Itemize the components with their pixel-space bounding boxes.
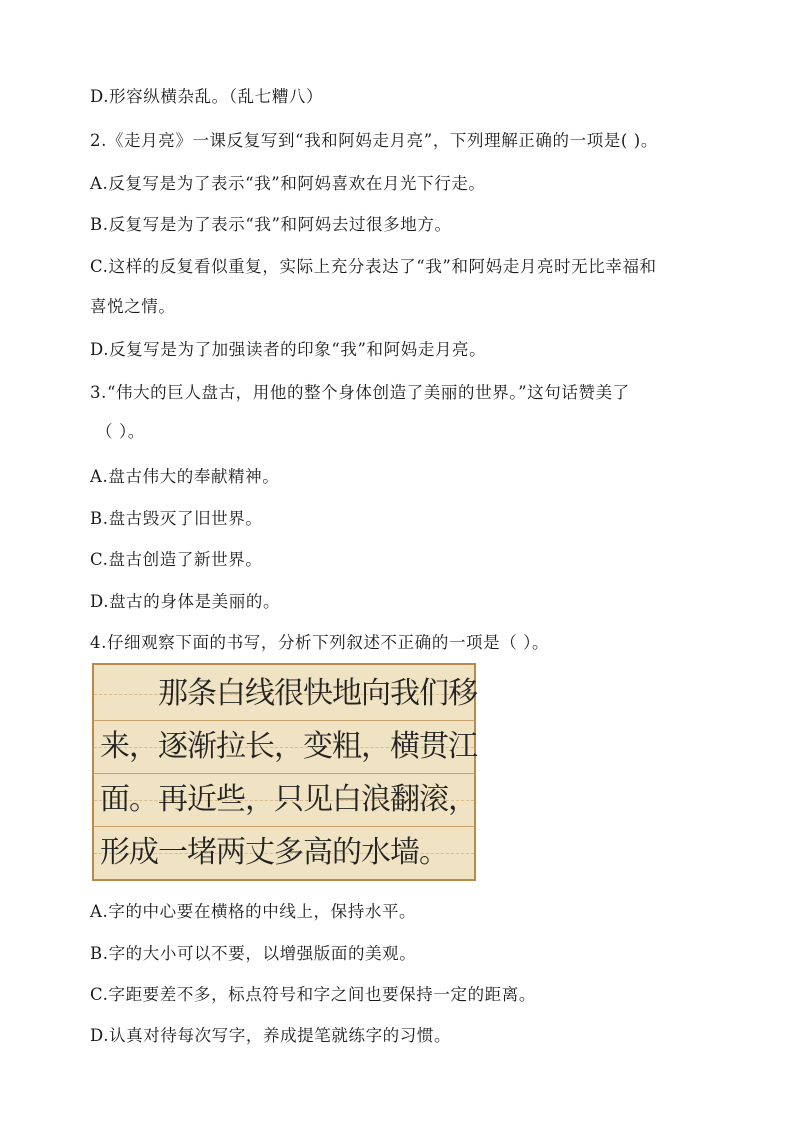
q2-option-c: C.这样的反复看似重复，实际上充分表达了“我”和阿妈走月亮时无比幸福和	[90, 257, 657, 276]
handwriting-row	[94, 721, 477, 774]
question-2-stem: 2.《走月亮》一课反复写到“我和阿妈走月亮”，下列理解正确的一项是( )。	[90, 131, 658, 150]
handwriting-sample-image	[92, 663, 476, 881]
q3-option-d: D.盘古的身体是美丽的。	[90, 592, 281, 611]
q3-option-b: B.盘古毁灭了旧世界。	[90, 509, 263, 528]
q2-option-c-continued: 喜悦之情。	[90, 297, 176, 316]
q4-option-b: B.字的大小可以不要，以增强版面的美观。	[90, 944, 417, 963]
q3-option-c: C.盘古创造了新世界。	[90, 550, 263, 569]
q2-option-b: B.反复写是为了表示“我”和阿妈去过很多地方。	[90, 215, 452, 234]
q4-option-c: C.字距要差不多，标点符号和字之间也要保持一定的距离。	[90, 985, 536, 1004]
question-4-stem: 4.仔细观察下面的书写，分析下列叙述不正确的一项是（ ）。	[90, 633, 550, 652]
handwriting-text: 那条白线很快地向我们移	[100, 676, 477, 711]
q2-option-a: A.反复写是为了表示“我”和阿妈喜欢在月光下行走。	[90, 174, 486, 193]
q4-option-a: A.字的中心要在横格的中线上，保持水平。	[90, 902, 417, 921]
handwriting-text: 形成一堵两丈多高的水墙。	[100, 835, 448, 870]
question-3-stem: 3.“伟大的巨人盘古，用他的整个身体创造了美丽的世界。”这句话赞美了	[90, 383, 630, 402]
handwriting-row	[94, 668, 477, 721]
handwriting-row	[94, 774, 477, 827]
q4-option-d: D.认真对待每次写字，养成提笔就练字的习惯。	[90, 1026, 452, 1045]
question-3-blank: （ ）。	[96, 422, 145, 441]
handwriting-row	[94, 827, 474, 880]
q3-option-a: A.盘古伟大的奉献精神。	[90, 467, 280, 486]
handwriting-text: 来，逐渐拉长，变粗，横贯江	[100, 729, 477, 764]
handwriting-text: 面。再近些，只见白浪翻滚，	[100, 782, 477, 817]
line-q1-option-d: D.形容纵横杂乱。（乱七糟八）	[90, 87, 324, 106]
q2-option-d: D.反复写是为了加强读者的印象“我”和阿妈走月亮。	[90, 340, 487, 359]
